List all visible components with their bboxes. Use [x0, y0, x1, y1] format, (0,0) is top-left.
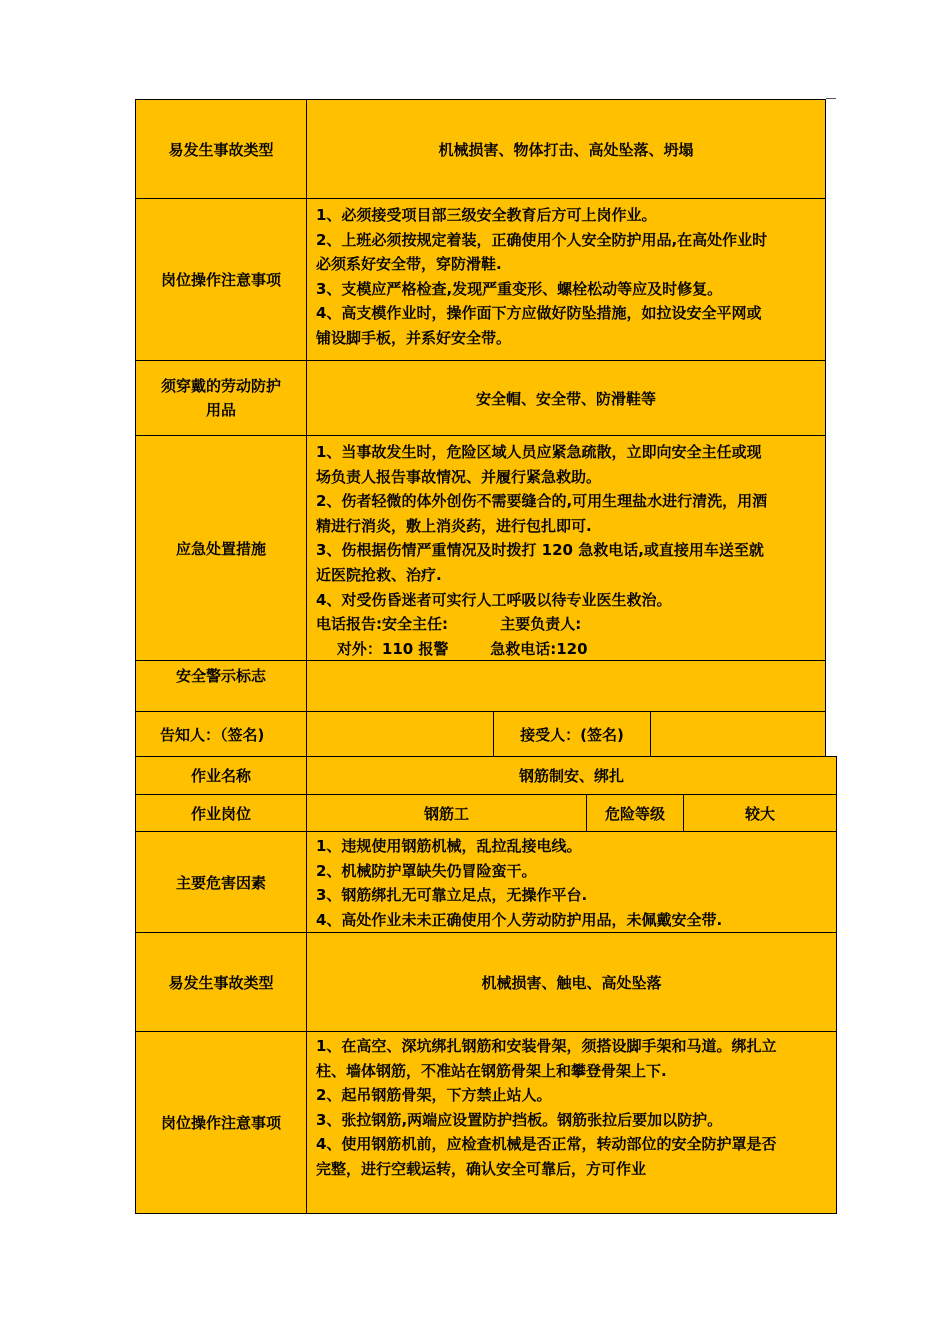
receiver-label: 接受人：(签名): [493, 711, 651, 757]
notifier-label: 告知人：（签名): [135, 711, 307, 757]
operation-notes-content: [306, 198, 826, 361]
hazard-line: 1、违规使用钢筋机械，乱拉乱接电线。: [316, 837, 582, 855]
hazard-line: 4、高处作业未未正确使用个人劳动防护用品，未佩戴安全带.: [316, 910, 723, 929]
accident-type-value: 机械损害、物体打击、高处坠落、坍塌: [306, 99, 826, 199]
operation-notes-content-2: [306, 1031, 837, 1214]
note-line: 铺设脚手板，并系好安全带。: [316, 328, 512, 347]
emergency-content: [306, 435, 826, 661]
emergency-line: 场负责人报告事故情况、并履行紧急救助。: [316, 467, 602, 486]
emergency-label: 应急处置措施: [135, 435, 307, 661]
operation-notes-label: 岗位操作注意事项: [135, 198, 307, 361]
operation-notes-label-2: 岗位操作注意事项: [135, 1031, 307, 1214]
note-line: 1、在高空、深坑绑扎钢筋和安装骨架，须搭设脚手架和马道。绑扎立: [316, 1037, 777, 1055]
hazard-line: 3、钢筋绑扎无可靠立足点，无操作平台.: [316, 886, 588, 905]
accident-type-value-2: 机械损害、触电、高处坠落: [306, 932, 837, 1032]
emergency-line: 3、伤根据伤情严重情况及时拨打 120 急救电话,或直接用车送至就: [316, 541, 764, 560]
notifier-signature-field[interactable]: [306, 711, 494, 757]
hazard-line: 2、机械防护罩缺失仍冒险蛮干。: [316, 861, 537, 880]
note-line: 柱、墙体钢筋，不准站在钢筋骨架上和攀登骨架上下.: [316, 1061, 667, 1080]
risk-level-value: 较大: [683, 794, 837, 832]
phone-number-line: 对外：110 报警 急救电话:120: [316, 639, 588, 658]
note-line: 4、使用钢筋机前，应检查机械是否正常，转动部位的安全防护罩是否: [316, 1135, 777, 1154]
hazard-label: 主要危害因素: [135, 831, 307, 933]
warning-sign-value: [306, 660, 826, 712]
accident-type-label: 易发生事故类型: [135, 99, 307, 199]
hazard-content: [306, 831, 837, 933]
note-line: 3、张拉钢筋,两端应设置防护挡板。钢筋张拉后要加以防护。: [316, 1110, 723, 1129]
job-name-value: 钢筋制安、绑扎: [306, 756, 837, 795]
warning-sign-label: 安全警示标志: [135, 660, 307, 712]
job-post-label: 作业岗位: [135, 794, 307, 832]
job-post-value: 钢筋工: [306, 794, 587, 832]
emergency-line: 4、对受伤昏迷者可实行人工呼吸以待专业医生救治。: [316, 590, 672, 609]
note-line: 2、上班必须按规定着装，正确使用个人安全防护用品,在高处作业时: [316, 230, 768, 249]
note-line: 1、必须接受项目部三级安全教育后方可上岗作业。: [316, 206, 657, 224]
emergency-line: 精进行消炎，敷上消炎药，进行包扎即可.: [316, 516, 592, 535]
note-line: 2、起吊钢筋骨架，下方禁止站人。: [316, 1086, 552, 1105]
accident-type-label-2: 易发生事故类型: [135, 932, 307, 1032]
emergency-line: 近医院抢救、治疗.: [316, 565, 442, 584]
ppe-label: 须穿戴的劳动防护 用品: [135, 360, 307, 436]
ppe-value: 安全帽、安全带、防滑鞋等: [306, 360, 826, 436]
note-line: 必须系好安全带，穿防滑鞋.: [316, 255, 502, 274]
note-line: 4、高支模作业时，操作面下方应做好防坠措施，如拉设安全平网或: [316, 304, 762, 323]
emergency-line: 2、伤者轻微的体外创伤不需要缝合的,可用生理盐水进行清洗，用酒: [316, 492, 768, 511]
note-line: 完整，进行空载运转，确认安全可靠后，方可作业: [316, 1159, 647, 1178]
note-line: 3、支模应严格检查,发现严重变形、螺栓松动等应及时修复。: [316, 279, 723, 298]
emergency-line: 1、当事故发生时，危险区域人员应紧急疏散，立即向安全主任或现: [316, 443, 762, 461]
job-name-label: 作业名称: [135, 756, 307, 795]
table-edge-line: [826, 98, 836, 99]
phone-report-line: 电话报告:安全主任: 主要负责人:: [316, 615, 582, 634]
risk-level-label: 危险等级: [586, 794, 684, 832]
receiver-signature-field[interactable]: [650, 711, 826, 757]
